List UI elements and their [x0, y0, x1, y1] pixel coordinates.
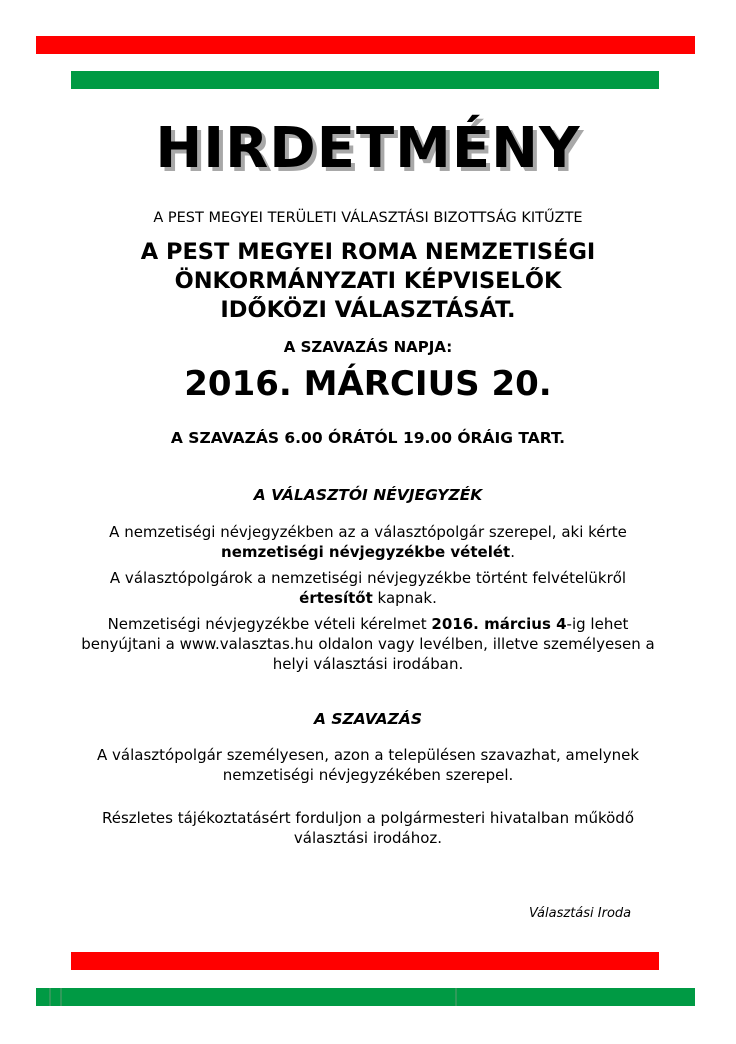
paragraph-line: választási irodához. — [293, 829, 443, 847]
paragraph-line — [0, 614, 736, 634]
paragraph-line: nemzetiségi névjegyzékében szerepel. — [222, 766, 514, 784]
paragraph-text: kapnak. — [372, 589, 437, 607]
top-red-stripe — [36, 36, 695, 54]
voting-day-label: A SZAVAZÁS NAPJA: — [283, 338, 453, 356]
voting-paragraph-2 — [0, 808, 736, 848]
register-paragraph-2 — [0, 568, 736, 608]
headline-line: A PEST MEGYEI ROMA NEMZETISÉGI — [140, 239, 596, 265]
register-paragraph-1 — [0, 522, 736, 562]
stripe-divider — [49, 988, 51, 1006]
paragraph-line — [0, 588, 736, 608]
register-paragraph-3 — [0, 614, 736, 674]
emphasis-text: nemzetiségi névjegyzékbe vételét — [221, 543, 511, 561]
paragraph-line: benyújtani a www.valasztas.hu oldalon vagy levélben, illetve személyesen a — [81, 635, 655, 653]
paragraph-line: A választópolgár személyesen, azon a településen szavazhat, amelynek — [97, 746, 639, 764]
voting-date: 2016. MÁRCIUS 20. — [184, 364, 552, 404]
notice-title: HIRDETMÉNY — [155, 116, 581, 181]
deadline-date: 2016. március 4 — [431, 615, 567, 633]
paragraph-line: helyi választási irodában. — [272, 655, 464, 673]
voting-section-heading: A SZAVAZÁS — [313, 710, 423, 728]
bottom-red-stripe — [71, 952, 659, 970]
signature: Választási Iroda — [529, 906, 632, 921]
paragraph-line: A nemzetiségi névjegyzékben az a választópolgár szerepel, aki kérte — [109, 523, 627, 541]
top-green-stripe — [71, 71, 659, 89]
paragraph-text: Nemzetiségi névjegyzékbe vételi kérelmet — [107, 615, 432, 633]
headline-line: ÖNKORMÁNYZATI KÉPVISELŐK — [174, 268, 562, 294]
paragraph-text: -ig lehet — [566, 615, 629, 633]
election-headline — [0, 238, 736, 325]
paragraph-line: A választópolgárok a nemzetiségi névjegyzékbe történt felvételükről — [109, 569, 627, 587]
bottom-green-stripe — [36, 988, 695, 1006]
emphasis-text: értesítőt — [299, 589, 373, 607]
voting-paragraph-1 — [0, 745, 736, 785]
stripe-divider — [455, 988, 457, 1006]
paragraph-line — [0, 542, 736, 562]
headline-line: IDŐKÖZI VÁLASZTÁSÁT. — [220, 297, 516, 323]
register-section-heading: A VÁLASZTÓI NÉVJEGYZÉK — [253, 486, 483, 504]
paragraph-text: . — [510, 543, 515, 561]
notice-subtitle: A PEST MEGYEI TERÜLETI VÁLASZTÁSI BIZOTTSÁG KITŰZTE — [153, 210, 583, 226]
paragraph-line: Részletes tájékoztatásért forduljon a polgármesteri hivatalban működő — [101, 809, 635, 827]
stripe-divider — [60, 988, 62, 1006]
voting-hours: A SZAVAZÁS 6.00 ÓRÁTÓL 19.00 ÓRÁIG TART. — [170, 429, 566, 447]
